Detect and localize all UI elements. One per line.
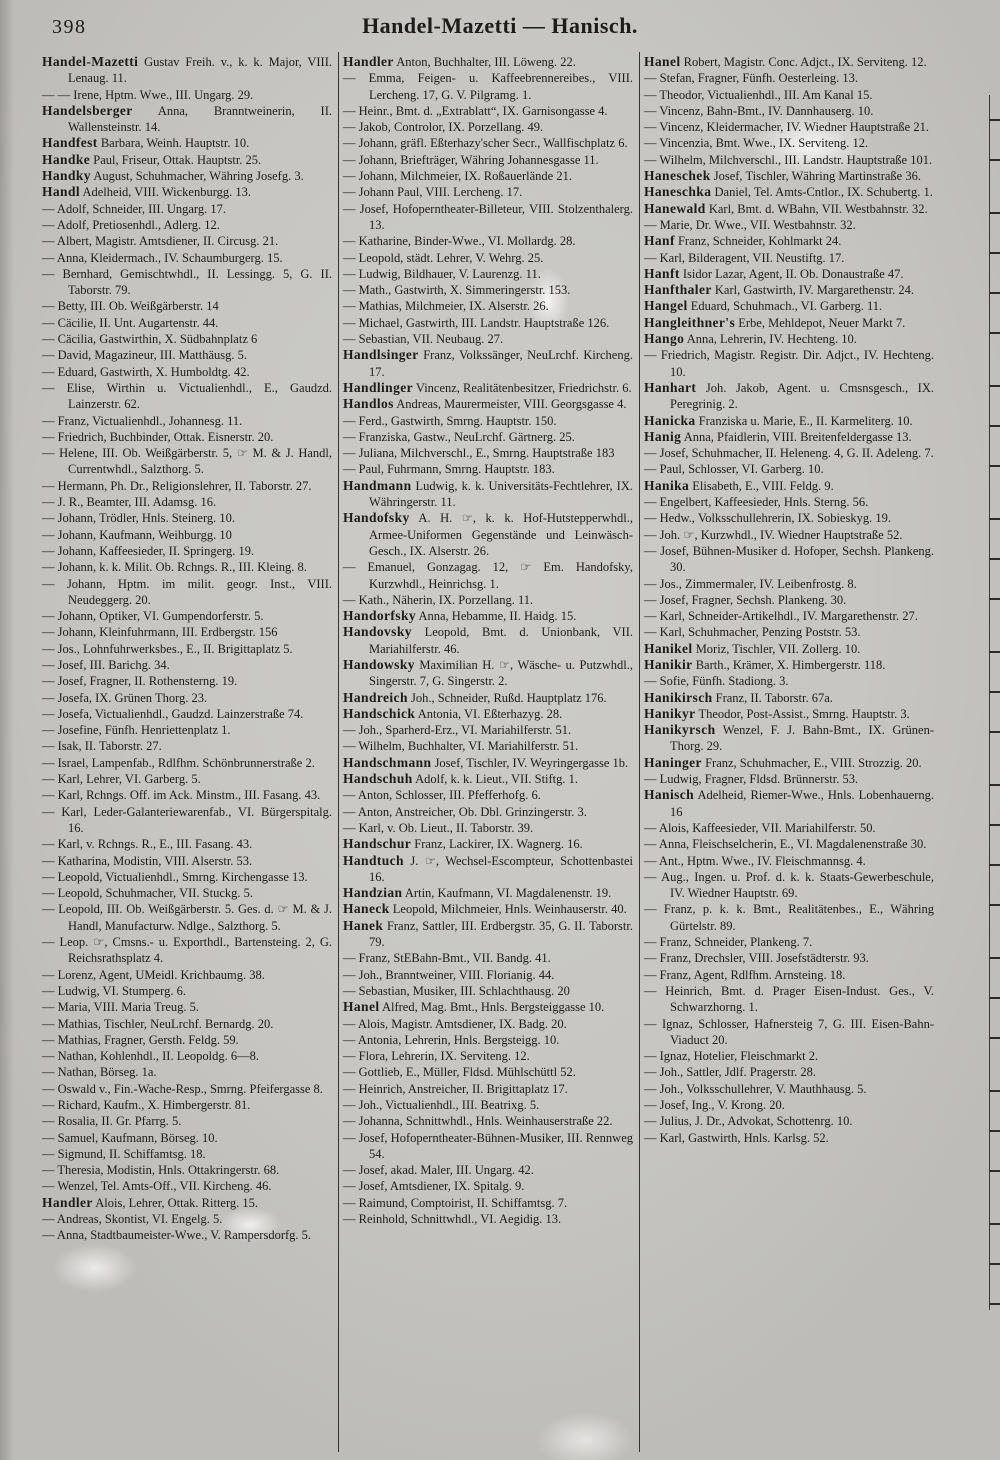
directory-entry: — Hermann, Ph. Dr., Religionslehrer, II. Taborstr. 27. <box>42 478 312 493</box>
directory-entry: — Betty, III. Ob. Weißgärberstr. 14 <box>42 299 219 314</box>
directory-entry: — Ferd., Gastwirth, Smrng. Hauptstr. 150. <box>343 413 557 428</box>
directory-entry: Hanek Franz, Sattler, III. Erdbergstr. 35, G. II. Taborstr. 79. <box>343 917 633 950</box>
directory-entry: — Sigmund, II. Schiffamtsg. 18. <box>42 1146 206 1161</box>
entry-surname: Hangleithner's <box>644 314 736 330</box>
directory-entry: — Maria, VIII. Maria Treug. 5. <box>42 1000 200 1015</box>
directory-entry: — Franz, Schneider, Plankeng. 7. <box>644 935 813 950</box>
directory-entry: — Johann, Hptm. im milit. geogr. Inst., VIII. Neudeggerg. 20. <box>42 576 332 607</box>
directory-entry: — Karl, Gastwirth, Hnls. Karlsg. 52. <box>644 1130 829 1145</box>
scan-bleed-mark <box>989 598 1000 600</box>
directory-entry: — Flora, Lehrerin, IX. Serviteng. 12. <box>343 1049 530 1064</box>
scan-bleed-mark <box>989 1090 1000 1092</box>
directory-entry: Hangel Eduard, Schuhmach., VI. Garberg. 11. <box>644 298 883 314</box>
directory-entry: — Nathan, Kohlenhdl., II. Leopoldg. 6—8. <box>42 1049 259 1064</box>
directory-entry: — Johann, Milchmeier, IX. Roßauerlände 21. <box>343 169 572 184</box>
directory-entry: — Franz, p. k. k. Bmt., Realitätenbes., E., Währing Gürtelstr. 89. <box>644 902 934 933</box>
scan-bleed-mark <box>989 1130 1000 1132</box>
scan-bleed-mark <box>989 691 1000 693</box>
directory-entry: — Alois, Kaffeesieder, VII. Mariahilferstr. 50. <box>644 820 876 835</box>
directory-entry: — Heinr., Bmt. d. „Extrablatt“, IX. Garnisongasse 4. <box>343 103 608 118</box>
scan-bleed-mark <box>989 1303 1000 1305</box>
directory-entry: Hanikel Moriz, Tischler, VII. Zollerg. 10. <box>644 640 861 656</box>
directory-entry: — Josef, akad. Maler, III. Ungarg. 42. <box>343 1163 534 1178</box>
directory-entry: Haneschek Josef, Tischler, Währing Martinstraße 36. <box>644 168 921 184</box>
entry-surname: Handfest <box>42 135 98 151</box>
entry-surname: Handel-Mazetti <box>42 54 139 69</box>
entry-surname: Hangel <box>644 298 688 314</box>
directory-entry: Handschick Antonia, VI. Eßterhazyg. 28. <box>343 705 563 721</box>
scan-bleed-mark <box>989 824 1000 826</box>
directory-entry: — Josef, Hofoperntheater-Billeteur, VIII. Stolzenthalerg. 13. <box>343 201 633 232</box>
entry-surname: Handl <box>42 184 81 200</box>
entry-surname: Hanikirsch <box>644 689 713 705</box>
directory-entry: — Josefine, Fünfh. Henriettenplatz 1. <box>42 723 231 738</box>
directory-entry: — J. R., Beamter, III. Adamsg. 16. <box>42 495 217 510</box>
directory-columns <box>38 52 994 1452</box>
directory-entry: — Paul, Fuhrmann, Smrng. Hauptstr. 183. <box>343 462 555 477</box>
directory-entry: — Johann, Kleinfuhrmann, III. Erdbergstr. 156 <box>42 625 278 640</box>
column-3 <box>639 52 940 1452</box>
entry-surname: Handlos <box>343 396 394 412</box>
directory-entry: — Stefan, Fragner, Fünfh. Oesterleing. 13. <box>644 71 859 86</box>
directory-entry: — Theodor, Victualienhdl., III. Am Kanal 15. <box>644 87 873 102</box>
entry-surname: Haneck <box>343 901 390 917</box>
directory-entry: Hanfthaler Karl, Gastwirth, IV. Margarethenstr. 24. <box>644 282 915 298</box>
scan-bleed-mark <box>989 1223 1000 1225</box>
entry-surname: Handelsberger <box>42 102 133 118</box>
directory-entry: — Gottlieb, E., Müller, Fldsd. Mühlschüttl 52. <box>343 1065 576 1080</box>
scan-bleed-mark <box>989 518 1000 520</box>
entry-surname: Hanf <box>644 233 675 249</box>
scan-bleed-mark <box>989 558 1000 560</box>
directory-entry: — Vincenz, Bahn-Bmt., IV. Dannhauserg. 10. <box>644 103 874 118</box>
directory-entry: Handl Adelheid, VIII. Wickenburgg. 13. <box>42 184 252 200</box>
directory-entry: — Ant., Hptm. Wwe., IV. Fleischmannsg. 4. <box>644 853 866 868</box>
entry-surname: Hanfthaler <box>644 282 712 298</box>
directory-entry: Handorfsky Anna, Hebamme, II. Haidg. 15. <box>343 608 577 624</box>
directory-entry: — Karl, Leder-Galanteriewarenfab., VI. Bürgerspitalg. 16. <box>42 804 332 835</box>
directory-entry: — Elise, Wirthin u. Victualienhdl., E., Gaudzd. Lainzerstr. 62. <box>42 380 332 412</box>
entry-surname: Hanewald <box>644 200 706 216</box>
directory-entry: — Emma, Feigen- u. Kaffeebrennereibes., VIII. Lercheng. 17, G. V. Pilgramg. 1. <box>343 71 633 102</box>
directory-entry: Handelsberger Anna, Branntweinerin, II. Wallensteinstr. 14. <box>42 102 332 135</box>
directory-entry: — Julius, J. Dr., Advokat, Schottenrg. 10. <box>644 1114 853 1129</box>
directory-entry: Handler Anton, Buchhalter, III. Löweng. 22. <box>343 54 576 69</box>
directory-entry: Haneck Leopold, Milchmeier, Hnls. Weinhauserstr. 40. <box>343 901 627 917</box>
directory-entry: — Franz, StEBahn-Bmt., VII. Bandg. 41. <box>343 951 551 966</box>
directory-entry: Handreich Joh., Schneider, Rußd. Hauptplatz 176. <box>343 689 607 705</box>
directory-entry: — Jos., Lohnfuhrwerksbes., E., II. Brigittaplatz 5. <box>42 641 293 656</box>
directory-entry: — Jakob, Controlor, IX. Porzellang. 49. <box>343 120 544 135</box>
scan-bleed-mark <box>989 651 1000 653</box>
directory-entry: — Leopold, III. Ob. Weißgärberstr. 5. Ges. d. ☞ M. & J. Handl, Manufacturw. Ndlge., Salzthorg. 5. <box>42 902 332 933</box>
directory-entry: Hangleithner's Erbe, Mehldepot, Neuer Markt 7. <box>644 314 906 330</box>
scan-bleed-mark <box>989 1170 1000 1172</box>
entry-surname: Hanig <box>644 428 682 444</box>
directory-entry: — Josefa, Victualienhdl., Gaudzd. Lainzerstraße 74. <box>42 706 304 721</box>
directory-entry: — Juliana, Milchverschl., E., Smrng. Hauptstraße 183 <box>343 446 615 461</box>
entry-surname: Handler <box>343 54 394 69</box>
entry-surname: Handke <box>42 151 91 167</box>
directory-entry: — Franz, Drechsler, VIII. Josefstädterstr. 93. <box>644 951 869 966</box>
scan-bleed-mark <box>989 252 1000 254</box>
directory-entry: — Katharine, Binder-Wwe., VI. Mollardg. 28. <box>343 234 576 249</box>
directory-entry: Hanel Robert, Magistr. Conc. Adjct., IX. Serviteng. 12. <box>644 54 927 69</box>
directory-entry: — Emanuel, Gonzagag. 12, ☞ Em. Handofsky, Kurzwhdl., Heinrichsg. 1. <box>343 560 633 591</box>
entry-surname: Hanisch <box>644 787 695 803</box>
directory-entry: — Katharina, Modistin, VIII. Alserstr. 53. <box>42 853 253 868</box>
directory-entry: — Joh., Volksschullehrer, V. Mauthhausg. 5. <box>644 1081 867 1096</box>
entry-surname: Haneschka <box>644 184 712 200</box>
directory-entry: — Raimund, Comptoirist, II. Schiffamtsg. 7. <box>343 1195 568 1210</box>
directory-entry: — Heinrich, Bmt. d. Prager Eisen-Indust. Ges., V. Schwarzhorng. 1. <box>644 983 934 1015</box>
directory-entry: — Joh., Branntweiner, VIII. Florianig. 44. <box>343 967 555 982</box>
directory-entry: — Adolf, Schneider, III. Ungarg. 17. <box>42 201 226 216</box>
entry-surname: Handovsky <box>343 624 412 640</box>
entry-surname: Hanikyrsch <box>644 722 716 738</box>
directory-entry: — Sebastian, Musiker, III. Schlachthausg. 20 <box>343 983 570 998</box>
entry-surname: Hango <box>644 331 685 347</box>
directory-entry: — Josef, Hofoperntheater-Bühnen-Musiker, III. Rennweg 54. <box>343 1130 633 1161</box>
directory-entry: — — Irene, Hptm. Wwe., III. Ungarg. 29. <box>42 87 254 102</box>
column-1 <box>38 52 338 1452</box>
directory-entry: Handschuh Adolf, k. k. Lieut., VII. Stiftg. 1. <box>343 771 579 787</box>
scan-bleed-mark <box>989 864 1000 866</box>
directory-entry: Hanicka Franziska u. Marie, E., II. Karmeliterg. 10. <box>644 412 913 428</box>
directory-entry: — Johann, Kaffeesieder, II. Springerg. 19. <box>42 543 255 558</box>
directory-entry: — Ludwig, Bildhauer, V. Laurenzg. 11. <box>343 266 541 281</box>
directory-entry: — Joh. ☞, Kurzwhdl., IV. Wiedner Hauptstraße 52. <box>644 527 903 542</box>
directory-entry: — Leopold, Victualienhdl., Smrng. Kirchengasse 13. <box>42 869 308 884</box>
directory-entry: Hanika Elisabeth, E., VIII. Feldg. 9. <box>644 477 834 493</box>
directory-entry: Haninger Franz, Schuhmacher, E., VIII. Strozzig. 20. <box>644 754 922 770</box>
directory-entry: — Sebastian, VII. Neubaug. 27. <box>343 332 504 347</box>
directory-entry: — Vincenzia, Bmt. Wwe., IX. Serviteng. 12. <box>644 136 869 151</box>
directory-entry: — Heinrich, Anstreicher, II. Brigittaplatz 17. <box>343 1081 568 1096</box>
directory-entry: — Joh., Sparherd-Erz., VI. Mariahilferstr. 51. <box>343 723 572 738</box>
directory-entry: Hanikirsch Franz, II. Taborstr. 67a. <box>644 689 833 705</box>
entry-surname: Hanel <box>644 54 681 69</box>
directory-entry: — Samuel, Kaufmann, Börseg. 10. <box>42 1130 218 1145</box>
entry-surname: Handofsky <box>343 510 410 526</box>
directory-entry: — Josefa, IX. Grünen Thorg. 23. <box>42 690 208 705</box>
directory-entry: — Oswald v., Fin.-Wache-Resp., Smrng. Pfeifergasse 8. <box>42 1081 323 1096</box>
directory-entry: — Johann, Briefträger, Währing Johannesgasse 11. <box>343 152 599 167</box>
directory-entry: — Reinhold, Schnittwhdl., VI. Aegidig. 13. <box>343 1212 562 1227</box>
scan-bleed-mark <box>989 119 1000 121</box>
directory-entry: Hanikir Barth., Krämer, X. Himbergerstr. 118. <box>644 656 886 672</box>
entry-surname: Handschuh <box>343 771 413 787</box>
directory-entry: — Paul, Schlosser, VI. Garberg. 10. <box>644 462 824 477</box>
entry-surname: Handschur <box>343 836 412 852</box>
entry-surname: Haneschek <box>644 168 711 184</box>
directory-entry: Handlinger Vincenz, Realitätenbesitzer, Friedrichstr. 6. <box>343 379 632 395</box>
entry-surname: Haninger <box>644 754 702 770</box>
directory-entry: — Kath., Näherin, IX. Porzellang. 11. <box>343 592 534 607</box>
directory-entry: Hanikyrsch Wenzel, F. J. Bahn-Bmt., IX. Grünen-Thorg. 29. <box>644 722 934 754</box>
page-edge-rule <box>989 95 990 1310</box>
directory-entry: Handschmann Josef, Tischler, IV. Weyringergasse 1b. <box>343 754 629 770</box>
entry-surname: Handlinger <box>343 379 414 395</box>
directory-entry: — Richard, Kaufm., X. Himbergerstr. 81. <box>42 1098 251 1112</box>
directory-entry: Handowsky Maximilian H. ☞, Wäsche- u. Putzwhdl., Singerstr. 7, G. Singerstr. 2. <box>343 656 633 689</box>
scan-bleed-mark <box>989 1037 1000 1039</box>
directory-entry: — Josef, III. Barichg. 34. <box>42 657 170 672</box>
directory-entry: — Helene, III. Ob. Weißgärberstr. 5, ☞ M. & J. Handl, Currentwhdl., Salzthorg. 5. <box>42 446 332 477</box>
directory-entry: Handmann Ludwig, k. k. Universitäts-Fechtlehrer, IX. Währingerstr. 11. <box>343 477 633 510</box>
directory-entry: Haneschka Daniel, Tel. Amts-Cntlor., IX. Schubertg. 1. <box>644 184 933 200</box>
directory-entry: Hanel Alfred, Mag. Bmt., Hnls. Bergsteiggasse 10. <box>343 999 605 1015</box>
directory-entry: — Albert, Magistr. Amtsdiener, II. Circusg. 21. <box>42 234 279 249</box>
directory-entry: — Nathan, Börseg. 1a. <box>42 1065 157 1080</box>
entry-surname: Hanicka <box>644 412 696 428</box>
scan-bleed-mark <box>989 292 1000 294</box>
directory-entry: — Karl, Lehrer, VI. Garberg. 5. <box>42 772 201 787</box>
directory-entry: — Johann, k. k. Milit. Ob. Rchngs. R., III. Kleing. 8. <box>42 560 307 575</box>
directory-entry: — Andreas, Skontist, VI. Engelg. 5. <box>42 1212 223 1227</box>
directory-entry: — Johann Paul, VIII. Lercheng. 17. <box>343 185 523 200</box>
directory-entry: — Adolf, Pretiosenhdl., Adlerg. 12. <box>42 217 220 232</box>
directory-entry: — Leop. ☞, Cmsns.- u. Exporthdl., Bartensteing. 2, G. Reichsrathsplatz 4. <box>42 935 332 966</box>
directory-entry: — Franz, Agent, Rdlfhm. Arnsteing. 18. <box>644 967 846 982</box>
directory-entry: — Ludwig, VI. Stumperg. 6. <box>42 983 186 998</box>
directory-entry: — Isak, II. Taborstr. 27. <box>42 739 162 754</box>
directory-entry: Hanikyr Theodor, Post-Assist., Smrng. Hauptstr. 3. <box>644 705 910 721</box>
scan-bleed-mark <box>989 784 1000 786</box>
entry-surname: Handorfsky <box>343 608 417 624</box>
directory-entry: — Wilhelm, Milchverschl., III. Landstr. Hauptstraße 101. <box>644 152 933 167</box>
directory-entry: — Eduard, Gastwirth, X. Humboldtg. 42. <box>42 364 250 379</box>
page-title: Handel-Mazetti — Hanisch. <box>362 13 638 38</box>
directory-entry: — Math., Gastwirth, X. Simmeringerstr. 153. <box>343 283 571 298</box>
entry-surname: Handmann <box>343 477 412 493</box>
entry-surname: Handlsinger <box>343 347 419 363</box>
directory-entry: Handschur Franz, Lackirer, IX. Wagnerg. 16. <box>343 836 583 852</box>
scan-bleed-mark <box>989 957 1000 959</box>
directory-entry: — Joh., Victualienhdl., III. Beatrixg. 5. <box>343 1098 540 1112</box>
directory-entry: — Johann, Trödler, Hnls. Steinerg. 10. <box>42 511 236 526</box>
directory-entry: — Ludwig, Fragner, Fldsd. Brünnerstr. 53. <box>644 772 859 787</box>
scan-bleed-mark <box>989 212 1000 214</box>
entry-surname: Handschick <box>343 705 416 721</box>
directory-entry: — Josef, Fragner, II. Rothensterng. 19. <box>42 674 238 689</box>
directory-entry: Hanhart Joh. Jakob, Agent. u. Cmsnsgesch., IX. Peregrinig. 2. <box>644 379 934 412</box>
scan-bleed-mark <box>989 385 1000 387</box>
entry-surname: Handreich <box>343 689 408 705</box>
directory-entry: — Antonia, Lehrerin, Hnls. Bergsteigg. 10. <box>343 1032 560 1047</box>
directory-entry: Handzian Artin, Kaufmann, VI. Magdalenenstr. 19. <box>343 885 612 901</box>
entry-surname: Handtuch <box>343 852 404 868</box>
scan-bleed-mark <box>989 904 1000 906</box>
directory-entry: — Johann, Kaufmann, Weihburgg. 10 <box>42 527 232 542</box>
directory-entry: Hanisch Adelheid, Riemer-Wwe., Hnls. Lobenhauerng. 16 <box>644 787 934 819</box>
entry-surname: Hanek <box>343 917 384 933</box>
entry-surname: Hanikir <box>644 656 693 672</box>
directory-entry: Hango Anna, Lehrerin, IV. Hechteng. 10. <box>644 331 857 347</box>
directory-entry: — Ignaz, Schlosser, Hafnersteig 7, G. III. Eisen-Bahn-Viaduct 20. <box>644 1016 934 1047</box>
entry-surname: Handzian <box>343 885 403 901</box>
directory-entry: — Johann, gräfl. Eßterhazy'scher Secr., Wallfischplatz 6. <box>343 136 628 151</box>
directory-entry: — Friedrich, Buchbinder, Ottak. Eisnerstr. 20. <box>42 429 274 444</box>
directory-entry: Handofsky A. H. ☞, k. k. Hof-Hutstepperwhdl., Armee-Uniformen Gegenstände und Leinwäsch-Gesch., IX. Alserstr. 26. <box>343 510 633 558</box>
directory-entry: — Wenzel, Tel. Amts-Off., VII. Kircheng. 46. <box>42 1179 272 1194</box>
entry-surname: Hanhart <box>644 379 697 395</box>
directory-entry: — Lorenz, Agent, UMeidl. Krichbaumg. 38. <box>42 967 265 982</box>
directory-entry: — Leopold, städt. Lehrer, V. Wehrg. 25. <box>343 250 544 265</box>
directory-entry: — Aug., Ingen. u. Prof. d. k. k. Staats-Gewerbeschule, IV. Wiedner Hauptstr. 69. <box>644 869 934 901</box>
directory-entry: — Anna, Fleischselcherin, E., VI. Magdalenenstraße 30. <box>644 837 927 852</box>
directory-entry: — Wilhelm, Buchhalter, VI. Mariahilferstr. 51. <box>343 739 579 754</box>
directory-entry: — Josef, Ing., V. Krong. 20. <box>644 1098 785 1112</box>
directory-entry: — Alois, Magistr. Amtsdiener, IX. Badg. 20. <box>343 1016 567 1031</box>
directory-entry: — Anna, Kleidermach., IV. Schaumburgerg. 15. <box>42 250 283 265</box>
directory-entry: — Israel, Lampenfab., Rdlfhm. Schönbrunnerstraße 2. <box>42 755 315 770</box>
directory-entry: — Bernhard, Gemischtwhdl., II. Lessingg. 5, G. II. Taborstr. 79. <box>42 266 332 298</box>
entry-surname: Hanel <box>343 999 380 1015</box>
directory-entry: — Karl, Schneider-Artikelhdl., IV. Margarethenstr. 27. <box>644 609 918 624</box>
entry-surname: Hanika <box>644 477 690 493</box>
directory-entry: Handlos Andreas, Maurermeister, VIII. Georgsgasse 4. <box>343 396 627 412</box>
directory-entry: Handfest Barbara, Weinh. Hauptstr. 10. <box>42 135 250 151</box>
scan-bleed-mark <box>989 1263 1000 1265</box>
directory-entry: — Anna, Stadtbaumeister-Wwe., V. Rampersdorfg. 5. <box>42 1228 312 1243</box>
directory-entry: — Cäcilie, II. Unt. Augartenstr. 44. <box>42 315 219 330</box>
directory-entry: — Sofie, Fünfh. Stadiong. 3. <box>644 674 789 689</box>
directory-entry: — Mathias, Milchmeier, IX. Alserstr. 26. <box>343 299 549 314</box>
directory-entry: — Josef, Amtsdiener, IX. Spitalg. 9. <box>343 1179 525 1194</box>
scan-bleed-mark <box>989 159 1000 161</box>
entry-surname: Hanikel <box>644 640 693 656</box>
directory-entry: Handky August, Schuhmacher, Währing Josefg. 3. <box>42 168 304 184</box>
directory-entry: — David, Magazineur, III. Matthäusg. 5. <box>42 348 247 363</box>
directory-entry: — Anton, Anstreicher, Ob. Dbl. Grinzingerstr. 3. <box>343 804 587 819</box>
directory-entry: — Michael, Gastwirth, III. Landstr. Hauptstraße 126. <box>343 315 610 330</box>
directory-entry: — Karl, Schuhmacher, Penzing Poststr. 53. <box>644 625 861 640</box>
directory-entry: — Johanna, Schnittwhdl., Hnls. Weinhauserstraße 22. <box>343 1114 613 1129</box>
directory-entry: — Mathias, Tischler, NeuLrchf. Bernardg. 20. <box>42 1016 274 1031</box>
directory-entry: — Franziska, Gastw., NeuLrchf. Gärtnerg. 25. <box>343 429 575 444</box>
scan-bleed-mark <box>989 465 1000 467</box>
directory-entry: Hanewald Karl, Bmt. d. WBahn, VII. Westbahnstr. 32. <box>644 200 928 216</box>
entry-surname: Handky <box>42 168 91 184</box>
scan-bleed-mark <box>989 731 1000 733</box>
directory-entry: — Anton, Schlosser, III. Pfefferhofg. 6. <box>343 788 541 803</box>
directory-entry: — Leopold, Schuhmacher, VII. Stuckg. 5. <box>42 886 254 901</box>
directory-entry: — Karl, v. Ob. Lieut., II. Taborstr. 39. <box>343 820 534 835</box>
directory-entry: — Theresia, Modistin, Hnls. Ottakringerstr. 68. <box>42 1163 280 1178</box>
directory-entry: Handlsinger Franz, Volkssänger, NeuLrchf. Kircheng. 17. <box>343 347 633 379</box>
directory-entry: — Hedw., Volksschullehrerin, IX. Sobieskyg. 19. <box>644 511 891 526</box>
entry-surname: Hanikyr <box>644 705 696 721</box>
directory-entry: — Mathias, Fragner, Gersth. Feldg. 59. <box>42 1032 239 1047</box>
entry-surname: Handler <box>42 1194 93 1210</box>
directory-entry: — Engelbert, Kaffeesieder, Hnls. Sterng. 56. <box>644 495 869 510</box>
directory-entry: Handovsky Leopold, Bmt. d. Unionbank, VII. Mariahilferstr. 46. <box>343 624 633 656</box>
directory-entry: — Jos., Zimmermaler, IV. Leibenfrostg. 8. <box>644 576 857 591</box>
directory-entry: — Cäcilia, Gastwirthin, X. Südbahnplatz 6 <box>42 332 258 347</box>
directory-entry: Handel-Mazetti Gustav Freih. v., k. k. Major, VIII. Lenaug. 11. <box>42 54 332 86</box>
directory-entry: — Karl, v. Rchngs. R., E., III. Fasang. 43. <box>42 837 253 852</box>
scan-bleed-mark <box>989 425 1000 427</box>
directory-entry: — Vincenz, Kleidermacher, IV. Wiedner Hauptstraße 21. <box>644 120 929 135</box>
directory-entry: — Franz, Victualienhdl., Johannesg. 11. <box>42 413 243 428</box>
directory-entry: — Ignaz, Hotelier, Fleischmarkt 2. <box>644 1049 819 1064</box>
directory-entry: — Rosalia, II. Gr. Pfarrg. 5. <box>42 1114 182 1129</box>
directory-entry: Handtuch J. ☞, Wechsel-Escompteur, Schottenbastei 16. <box>343 852 633 884</box>
directory-entry: — Karl, Rchngs. Off. im Ack. Minstm., III. Fasang. 43. <box>42 788 321 803</box>
scan-bleed-mark <box>989 997 1000 999</box>
directory-entry: — Joh., Sattler, Jdlf. Pragerstr. 28. <box>644 1065 817 1080</box>
directory-entry: — Josef, Fragner, Sechsh. Plankeng. 30. <box>644 592 847 607</box>
directory-entry: Handke Paul, Friseur, Ottak. Hauptstr. 25. <box>42 151 262 167</box>
directory-entry: — Karl, Bilderagent, VII. Neustiftg. 17. <box>644 250 845 265</box>
entry-surname: Hanft <box>644 265 680 281</box>
directory-entry: — Josef, Bühnen-Musiker d. Hofoper, Sechsh. Plankeng. 30. <box>644 543 934 575</box>
directory-entry: Hanig Anna, Pfaidlerin, VIII. Breitenfeldergasse 13. <box>644 428 912 444</box>
directory-entry: — Marie, Dr. Wwe., VII. Westbahnstr. 32. <box>644 217 856 232</box>
directory-entry: — Josef, Schuhmacher, II. Heleneng. 4, G. II. Adeleng. 7. <box>644 446 934 461</box>
directory-entry: — Friedrich, Magistr. Registr. Dir. Adjct., IV. Hechteng. 10. <box>644 348 934 379</box>
directory-entry: Handler Alois, Lehrer, Ottak. Ritterg. 15. <box>42 1194 259 1210</box>
entry-surname: Handowsky <box>343 656 415 672</box>
directory-entry: Hanft Isidor Lazar, Agent, II. Ob. Donaustraße 47. <box>644 265 904 281</box>
scan-bleed-mark <box>989 332 1000 334</box>
entry-surname: Handschmann <box>343 754 432 770</box>
directory-entry: Hanf Franz, Schneider, Kohlmarkt 24. <box>644 233 842 249</box>
directory-entry: — Johann, Optiker, VI. Gumpendorferstr. 5. <box>42 609 264 624</box>
page-number: 398 <box>52 16 87 38</box>
column-2 <box>338 52 639 1452</box>
